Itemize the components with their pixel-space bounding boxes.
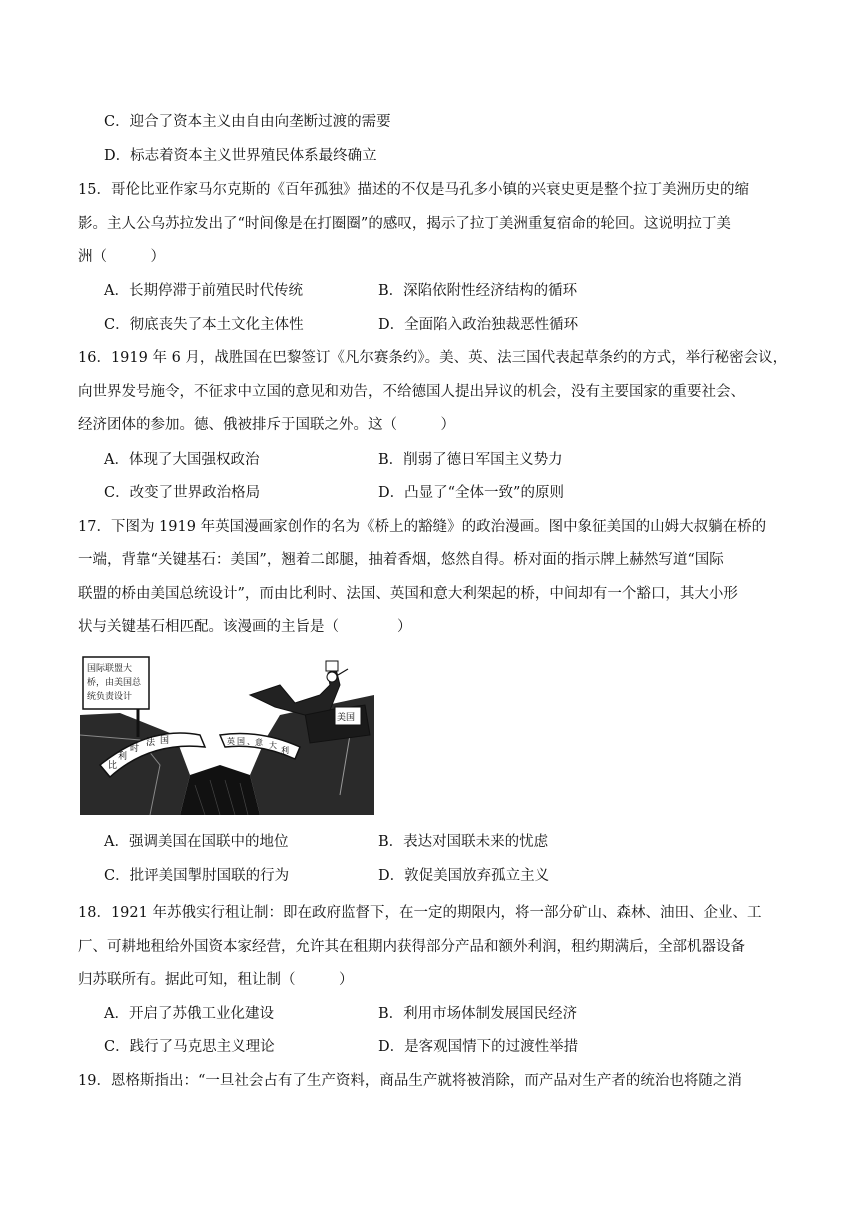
q16-option-c: C．改变了世界政治格局	[104, 485, 261, 501]
sign-text-line-1: 国际联盟大	[87, 664, 133, 674]
q18-stem-line-1: 18．1921 年苏俄实行租让制：即在政府监督下，在一定的期限内，将一部分矿山、森林、油田、企业、工	[78, 905, 762, 921]
bridge-label-10: 大	[269, 741, 277, 750]
q14-option-c: C．迎合了资本主义由自由向垄断过渡的需要	[104, 114, 391, 130]
q15-stem-line-3: 洲（ ）	[78, 249, 165, 265]
q18-stem-line-3: 归苏联所有。据此可知，租让制（ ）	[78, 972, 354, 988]
q17-stem-line-1: 17．下图为 1919 年英国漫画家创作的名为《桥上的豁缝》的政治漫画。图中象征美国的山姆大叔躺在桥的	[78, 519, 767, 535]
q17-option-c: C．批评美国掣肘国联的行为	[104, 868, 290, 884]
bridge-label-3: 时	[130, 744, 140, 754]
q19-stem-line-1: 19．恩格斯指出：“一旦社会占有了生产资料，商品生产就将被消除，而产品对生产者的统治也将随之消	[78, 1073, 742, 1089]
q16-option-a: A．体现了大国强权政治	[104, 452, 260, 468]
political-cartoon-image	[80, 655, 374, 815]
q16-option-d: D．凸显了“全体一致”的原则	[378, 485, 564, 501]
q18-stem-line-2: 厂、可耕地租给外国资本家经营，允许其在租期内获得部分产品和额外利润，租约期满后，全部机器设备	[78, 939, 745, 955]
bridge-label-2: 利	[118, 752, 128, 762]
q15-option-d: D．全面陷入政治独裁恶性循环	[378, 317, 579, 333]
q18-option-a: A．开启了苏俄工业化建设	[104, 1006, 274, 1022]
bridge-label-9: 意	[255, 738, 263, 747]
bridge-label-11: 利	[281, 746, 289, 755]
q15-option-a: A．长期停滞于前殖民时代传统	[104, 283, 303, 299]
q17-stem-line-4: 状与关键基石相匹配。该漫画的主旨是（ ）	[78, 619, 412, 635]
q16-stem-line-1: 16．1919 年 6 月，战胜国在巴黎签订《凡尔赛条约》。美、英、法三国代表起草条约的方式，举行秘密会议，	[78, 350, 788, 366]
bridge-label-5: 国	[160, 736, 170, 746]
q16-option-b: B．削弱了德日军国主义势力	[378, 452, 563, 468]
bridge-label-6: 英	[227, 737, 235, 746]
bridge-label-7: 国	[237, 737, 245, 746]
q15-option-c: C．彻底丧失了本土文化主体性	[104, 317, 304, 333]
keystone-usa-label: 美国	[337, 713, 356, 723]
q17-option-b: B．表达对国联未来的忧虑	[378, 834, 549, 850]
sign-text-line-3: 统负责设计	[87, 692, 133, 702]
q17-stem-line-2: 一端，背靠“关键基石：美国”，翘着二郎腿，抽着香烟，悠然自得。桥对面的指示牌上赫然写道“国际	[78, 552, 724, 568]
q15-option-b: B．深陷依附性经济结构的循环	[378, 283, 578, 299]
q14-option-d: D．标志着资本主义世界殖民体系最终确立	[104, 148, 377, 164]
q16-stem-line-2: 向世界发号施令，不征求中立国的意见和劝告，不给德国人提出异议的机会，没有主要国家的重要社会、	[78, 384, 745, 400]
q17-stem-line-3: 联盟的桥由美国总统设计”，而由比利时、法国、英国和意大利架起的桥，中间却有一个豁口，其大小形	[78, 586, 738, 602]
q18-option-d: D．是客观国情下的过渡性举措	[378, 1039, 579, 1055]
bridge-label-8: 、	[247, 737, 255, 746]
q15-stem-line-1: 15．哥伦比亚作家马尔克斯的《百年孤独》描述的不仅是马孔多小镇的兴衰史更是整个拉丁美洲历史的缩	[78, 182, 749, 198]
q18-option-b: B．利用市场体制发展国民经济	[378, 1006, 578, 1022]
q16-stem-line-3: 经济团体的参加。德、俄被排斥于国联之外。这（ ）	[78, 417, 455, 433]
q17-option-d: D．敦促美国放弃孤立主义	[378, 868, 550, 884]
q18-option-c: C．践行了马克思主义理论	[104, 1039, 275, 1055]
sign-text-line-2: 桥，由美国总	[87, 678, 142, 688]
q17-option-a: A．强调美国在国联中的地位	[104, 834, 289, 850]
bridge-label-1: 比	[108, 761, 118, 771]
q15-stem-line-2: 影。主人公乌苏拉发出了“时间像是在打圈圈”的感叹，揭示了拉丁美洲重复宿命的轮回。这说明拉丁美	[78, 216, 731, 232]
bridge-label-4: 法	[146, 738, 156, 748]
